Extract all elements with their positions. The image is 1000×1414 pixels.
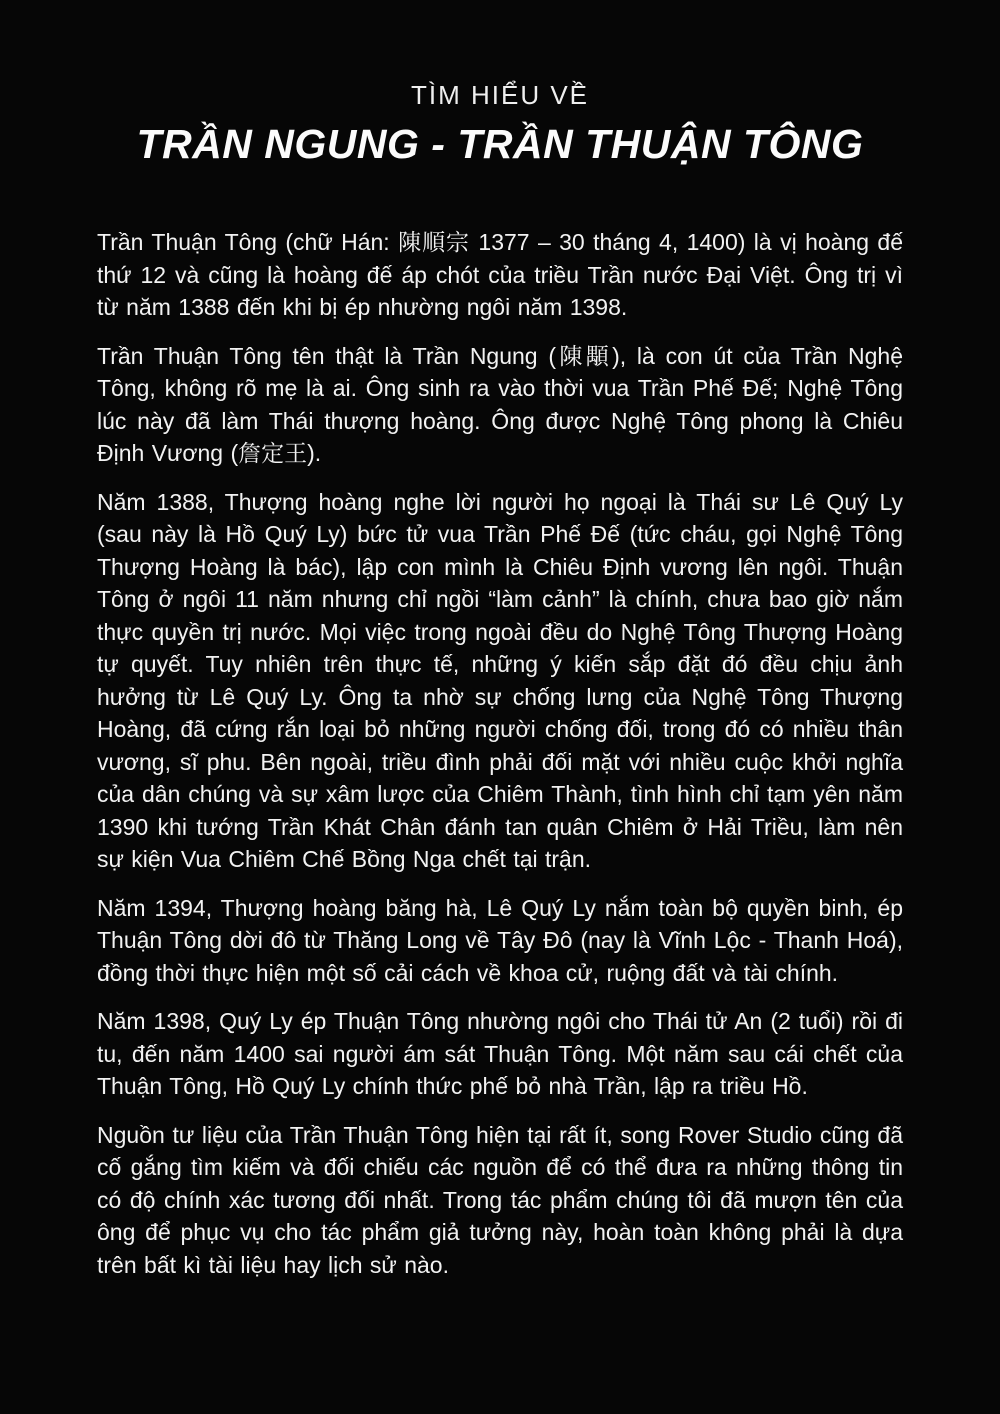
paragraph-1398: Năm 1398, Quý Ly ép Thuận Tông nhường ngôi cho Thái tử An (2 tuổi) rồi đi tu, đến năm 1400 sai người ám sát Thuận Tông. Một năm sau cái chết của Thuận Tông, Hồ Quý Ly chính thức phế bỏ nhà Trần, lập ra triều Hồ. — [97, 1008, 903, 1099]
paragraph-disclaimer: Nguồn tư liệu của Trần Thuận Tông hiện tại rất ít, song Rover Studio cũng đã cố gắng tìm kiếm và đối chiếu các nguồn để có thể đưa ra những thông tin có độ chính xác tương đối nhất. Trong tác phẩm chúng tôi đã mượn tên của ông để phục vụ cho tác phẩm giả tưởng này, hoàn toàn không phải là dựa trên bất kì tài liệu hay lịch sử nào. — [97, 1121, 903, 1278]
page-title: TRẦN NGUNG - TRẦN THUẬN TÔNG — [136, 121, 864, 167]
document-header — [97, 80, 903, 168]
article-body — [97, 226, 903, 1281]
paragraph-origin: Trần Thuận Tông tên thật là Trần Ngung (陳顒), là con út của Trần Nghệ Tông, không rõ mẹ là ai. Ông sinh ra vào thời vua Trần Phế Đế; Nghệ Tông lúc này đã làm Thái thượng hoàng. Ông được Nghệ Tông phong là Chiêu Định Vương (詹定王). — [97, 342, 903, 466]
paragraph-intro: Trần Thuận Tông (chữ Hán: 陳順宗 1377 – 30 tháng 4, 1400) là vị hoàng đế thứ 12 và cũng là hoàng đế áp chót của triều Trần nước Đại Việt. Ông trị vì từ năm 1388 đến khi bị ép nhường ngôi năm 1398. — [97, 229, 903, 320]
paragraph-reign-1388: Năm 1388, Thượng hoàng nghe lời người họ ngoại là Thái sư Lê Quý Ly (sau này là Hồ Quý Ly) bức tử vua Trần Phế Đế (tức cháu, gọi Nghệ Tông Thượng Hoàng là bác), lập con mình là Chiêu Định vương lên ngôi. Thuận Tông ở ngôi 11 năm nhưng chỉ ngồi “làm cảnh” là chính, chưa bao giờ nắm thực quyền trị nước. Mọi việc trong ngoài đều do Nghệ Tông Thượng Hoàng tự quyết. Tuy nhiên trên thực tế, những ý kiến sắp đặt đó đều chịu ảnh hưởng từ Lê Quý Ly. Ông ta nhờ sự chống lưng của Nghệ Tông Thượng Hoàng, đã cứng rắn loại bỏ những người chống đối, trong đó có nhiều thân vương, sĩ phu. Bên ngoài, triều đình phải đối mặt với nhiều cuộc khởi nghĩa của dân chúng và sự xâm lược của Chiêm Thành, tình hình chỉ tạm yên năm 1390 khi tướng Trần Khát Chân đánh tan quân Chiêm ở Hải Triều, làm nên sự kiện Vua Chiêm Chế Bồng Nga chết tại trận. — [97, 488, 903, 872]
kicker-text: TÌM HIỂU VỀ — [410, 80, 589, 110]
paragraph-1394: Năm 1394, Thượng hoàng băng hà, Lê Quý Ly nắm toàn bộ quyền binh, ép Thuận Tông dời đô từ Thăng Long về Tây Đô (nay là Vĩnh Lộc - Thanh Hoá), đồng thời thực hiện một số cải cách về khoa cử, ruộng đất và tài chính. — [97, 894, 903, 986]
